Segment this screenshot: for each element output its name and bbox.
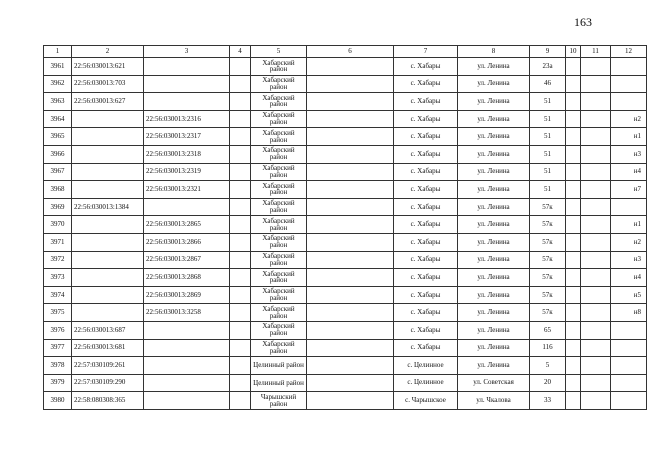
row-number: 3980 <box>44 392 72 410</box>
cadastral-number: 22:56:030013:681 <box>72 339 144 357</box>
col-6-cell <box>307 321 394 339</box>
col-10-cell <box>566 163 581 181</box>
col-6-cell <box>307 339 394 357</box>
row-number: 3964 <box>44 110 72 128</box>
street-cell: ул. Ленина <box>458 198 530 216</box>
room-cadastral-number <box>144 392 230 410</box>
room-cadastral-number: 22:56:030013:2316 <box>144 110 230 128</box>
column-number-row <box>44 46 647 58</box>
col-11-cell <box>581 269 611 287</box>
settlement-cell: с. Хабары <box>394 304 458 322</box>
col-6-cell <box>307 110 394 128</box>
street-cell: ул. Ленина <box>458 304 530 322</box>
row-number: 3973 <box>44 269 72 287</box>
col-10-cell <box>566 145 581 163</box>
column-header: 4 <box>230 46 251 58</box>
district-cell: Хабарский район <box>251 251 307 269</box>
col-4-cell <box>230 216 251 234</box>
col-6-cell <box>307 75 394 93</box>
house-number-cell: 51 <box>530 163 566 181</box>
district-cell: Хабарский район <box>251 339 307 357</box>
settlement-cell: с. Целинное <box>394 357 458 375</box>
house-number-cell: 46 <box>530 75 566 93</box>
col-4-cell <box>230 233 251 251</box>
table-row <box>44 233 647 251</box>
house-number-cell: 51 <box>530 145 566 163</box>
settlement-cell: с. Хабары <box>394 321 458 339</box>
room-number-cell <box>611 75 647 93</box>
table-row <box>44 216 647 234</box>
row-number: 3975 <box>44 304 72 322</box>
house-number-cell: 57к <box>530 251 566 269</box>
room-number-cell: н4 <box>611 163 647 181</box>
col-6-cell <box>307 93 394 111</box>
house-number-cell: 57к <box>530 216 566 234</box>
row-number: 3968 <box>44 181 72 199</box>
col-4-cell <box>230 269 251 287</box>
col-4-cell <box>230 392 251 410</box>
column-header: 8 <box>458 46 530 58</box>
room-cadastral-number <box>144 75 230 93</box>
col-4-cell <box>230 304 251 322</box>
district-cell: Чарышский район <box>251 392 307 410</box>
room-number-cell: н4 <box>611 269 647 287</box>
room-number-cell <box>611 374 647 392</box>
row-number: 3976 <box>44 321 72 339</box>
col-11-cell <box>581 286 611 304</box>
settlement-cell: с. Целинное <box>394 374 458 392</box>
street-cell: ул. Ленина <box>458 93 530 111</box>
district-cell: Хабарский район <box>251 58 307 76</box>
room-cadastral-number <box>144 357 230 375</box>
room-cadastral-number <box>144 321 230 339</box>
col-10-cell <box>566 233 581 251</box>
district-cell: Хабарский район <box>251 233 307 251</box>
col-4-cell <box>230 339 251 357</box>
col-11-cell <box>581 163 611 181</box>
district-cell: Хабарский район <box>251 181 307 199</box>
room-number-cell: н5 <box>611 286 647 304</box>
col-4-cell <box>230 58 251 76</box>
settlement-cell: с. Хабары <box>394 58 458 76</box>
column-header: 5 <box>251 46 307 58</box>
col-6-cell <box>307 304 394 322</box>
house-number-cell: 51 <box>530 93 566 111</box>
cadastral-number: 22:56:030013:627 <box>72 93 144 111</box>
col-6-cell <box>307 58 394 76</box>
col-11-cell <box>581 216 611 234</box>
column-header: 11 <box>581 46 611 58</box>
col-6-cell <box>307 128 394 146</box>
house-number-cell: 33 <box>530 392 566 410</box>
table-row <box>44 304 647 322</box>
settlement-cell: с. Хабары <box>394 251 458 269</box>
room-number-cell: н2 <box>611 233 647 251</box>
column-header: 3 <box>144 46 230 58</box>
cadastral-number <box>72 216 144 234</box>
house-number-cell: 57к <box>530 233 566 251</box>
col-10-cell <box>566 181 581 199</box>
column-header: 6 <box>307 46 394 58</box>
room-cadastral-number <box>144 198 230 216</box>
column-header: 9 <box>530 46 566 58</box>
cadastral-number <box>72 181 144 199</box>
row-number: 3963 <box>44 93 72 111</box>
district-cell: Хабарский район <box>251 198 307 216</box>
col-11-cell <box>581 339 611 357</box>
table-row <box>44 75 647 93</box>
table-row <box>44 58 647 76</box>
col-10-cell <box>566 75 581 93</box>
street-cell: ул. Ленина <box>458 321 530 339</box>
settlement-cell: с. Хабары <box>394 181 458 199</box>
district-cell: Хабарский район <box>251 128 307 146</box>
room-cadastral-number: 22:56:030013:2865 <box>144 216 230 234</box>
col-10-cell <box>566 392 581 410</box>
registry-table <box>43 45 647 410</box>
col-11-cell <box>581 233 611 251</box>
settlement-cell: с. Хабары <box>394 233 458 251</box>
col-4-cell <box>230 128 251 146</box>
col-10-cell <box>566 286 581 304</box>
col-6-cell <box>307 357 394 375</box>
table-row <box>44 181 647 199</box>
cadastral-number <box>72 233 144 251</box>
room-number-cell: н7 <box>611 181 647 199</box>
table-row <box>44 128 647 146</box>
street-cell: ул. Ленина <box>458 339 530 357</box>
table-row <box>44 357 647 375</box>
col-6-cell <box>307 145 394 163</box>
room-cadastral-number <box>144 339 230 357</box>
table-row <box>44 93 647 111</box>
house-number-cell: 57к <box>530 286 566 304</box>
street-cell: ул. Ленина <box>458 251 530 269</box>
col-11-cell <box>581 128 611 146</box>
col-4-cell <box>230 181 251 199</box>
col-6-cell <box>307 392 394 410</box>
house-number-cell: 65 <box>530 321 566 339</box>
district-cell: Хабарский район <box>251 321 307 339</box>
col-6-cell <box>307 181 394 199</box>
row-number: 3972 <box>44 251 72 269</box>
table-row <box>44 286 647 304</box>
house-number-cell: 5 <box>530 357 566 375</box>
street-cell: ул. Ленина <box>458 145 530 163</box>
table-body <box>44 46 647 410</box>
row-number: 3961 <box>44 58 72 76</box>
page-number: 163 <box>574 15 592 29</box>
room-number-cell: н2 <box>611 110 647 128</box>
settlement-cell: с. Хабары <box>394 198 458 216</box>
room-number-cell: н1 <box>611 128 647 146</box>
district-cell: Хабарский район <box>251 216 307 234</box>
room-cadastral-number <box>144 374 230 392</box>
row-number: 3969 <box>44 198 72 216</box>
col-6-cell <box>307 251 394 269</box>
room-cadastral-number: 22:56:030013:2868 <box>144 269 230 287</box>
street-cell: ул. Ленина <box>458 58 530 76</box>
room-cadastral-number: 22:56:030013:3258 <box>144 304 230 322</box>
room-number-cell <box>611 93 647 111</box>
col-10-cell <box>566 339 581 357</box>
col-11-cell <box>581 110 611 128</box>
district-cell: Хабарский район <box>251 145 307 163</box>
street-cell: ул. Ленина <box>458 75 530 93</box>
col-11-cell <box>581 75 611 93</box>
cadastral-number: 22:56:030013:687 <box>72 321 144 339</box>
row-number: 3967 <box>44 163 72 181</box>
street-cell: ул. Ленина <box>458 233 530 251</box>
table-row <box>44 321 647 339</box>
col-6-cell <box>307 374 394 392</box>
column-header: 12 <box>611 46 647 58</box>
col-4-cell <box>230 145 251 163</box>
settlement-cell: с. Хабары <box>394 163 458 181</box>
settlement-cell: с. Чарышское <box>394 392 458 410</box>
col-10-cell <box>566 93 581 111</box>
col-6-cell <box>307 286 394 304</box>
row-number: 3974 <box>44 286 72 304</box>
cadastral-number <box>72 286 144 304</box>
col-4-cell <box>230 374 251 392</box>
house-number-cell: 57к <box>530 198 566 216</box>
room-cadastral-number: 22:56:030013:2319 <box>144 163 230 181</box>
col-10-cell <box>566 321 581 339</box>
row-number: 3977 <box>44 339 72 357</box>
cadastral-number: 22:56:030013:621 <box>72 58 144 76</box>
room-cadastral-number <box>144 58 230 76</box>
row-number: 3978 <box>44 357 72 375</box>
house-number-cell: 51 <box>530 128 566 146</box>
settlement-cell: с. Хабары <box>394 128 458 146</box>
house-number-cell: 57к <box>530 304 566 322</box>
col-4-cell <box>230 251 251 269</box>
col-11-cell <box>581 374 611 392</box>
col-4-cell <box>230 75 251 93</box>
district-cell: Хабарский район <box>251 163 307 181</box>
col-6-cell <box>307 198 394 216</box>
col-4-cell <box>230 110 251 128</box>
district-cell: Целинный район <box>251 357 307 375</box>
district-cell: Хабарский район <box>251 269 307 287</box>
settlement-cell: с. Хабары <box>394 110 458 128</box>
column-header: 10 <box>566 46 581 58</box>
cadastral-number: 22:57:030109:290 <box>72 374 144 392</box>
col-10-cell <box>566 374 581 392</box>
cadastral-number: 22:58:080308:365 <box>72 392 144 410</box>
cadastral-number <box>72 110 144 128</box>
room-number-cell: н1 <box>611 216 647 234</box>
table-row <box>44 110 647 128</box>
col-10-cell <box>566 128 581 146</box>
settlement-cell: с. Хабары <box>394 339 458 357</box>
table-row <box>44 374 647 392</box>
col-6-cell <box>307 269 394 287</box>
street-cell: ул. Ленина <box>458 216 530 234</box>
street-cell: ул. Ленина <box>458 163 530 181</box>
house-number-cell: 57к <box>530 269 566 287</box>
district-cell: Целинный район <box>251 374 307 392</box>
col-11-cell <box>581 145 611 163</box>
street-cell: ул. Ленина <box>458 357 530 375</box>
col-11-cell <box>581 304 611 322</box>
house-number-cell: 51 <box>530 181 566 199</box>
cadastral-number: 22:57:030109:261 <box>72 357 144 375</box>
column-header: 1 <box>44 46 72 58</box>
street-cell: ул. Ленина <box>458 181 530 199</box>
col-4-cell <box>230 357 251 375</box>
cadastral-number <box>72 128 144 146</box>
col-10-cell <box>566 216 581 234</box>
col-10-cell <box>566 198 581 216</box>
room-number-cell: н3 <box>611 251 647 269</box>
table-row <box>44 392 647 410</box>
col-11-cell <box>581 93 611 111</box>
district-cell: Хабарский район <box>251 286 307 304</box>
col-11-cell <box>581 357 611 375</box>
street-cell: ул. Чкалова <box>458 392 530 410</box>
district-cell: Хабарский район <box>251 93 307 111</box>
row-number: 3966 <box>44 145 72 163</box>
room-cadastral-number: 22:56:030013:2321 <box>144 181 230 199</box>
street-cell: ул. Ленина <box>458 286 530 304</box>
table-row <box>44 198 647 216</box>
room-cadastral-number: 22:56:030013:2866 <box>144 233 230 251</box>
cadastral-number: 22:56:030013:703 <box>72 75 144 93</box>
col-10-cell <box>566 357 581 375</box>
house-number-cell: 20 <box>530 374 566 392</box>
col-6-cell <box>307 163 394 181</box>
col-11-cell <box>581 198 611 216</box>
settlement-cell: с. Хабары <box>394 216 458 234</box>
cadastral-number <box>72 304 144 322</box>
room-number-cell <box>611 392 647 410</box>
street-cell: ул. Советская <box>458 374 530 392</box>
house-number-cell: 116 <box>530 339 566 357</box>
cadastral-number <box>72 269 144 287</box>
table-row <box>44 251 647 269</box>
room-cadastral-number: 22:56:030013:2869 <box>144 286 230 304</box>
cadastral-number <box>72 163 144 181</box>
room-cadastral-number <box>144 93 230 111</box>
room-number-cell <box>611 357 647 375</box>
cadastral-number <box>72 251 144 269</box>
col-10-cell <box>566 304 581 322</box>
column-header: 7 <box>394 46 458 58</box>
street-cell: ул. Ленина <box>458 110 530 128</box>
settlement-cell: с. Хабары <box>394 93 458 111</box>
settlement-cell: с. Хабары <box>394 286 458 304</box>
col-11-cell <box>581 251 611 269</box>
house-number-cell: 23а <box>530 58 566 76</box>
district-cell: Хабарский район <box>251 110 307 128</box>
row-number: 3965 <box>44 128 72 146</box>
table-row <box>44 339 647 357</box>
table-row <box>44 145 647 163</box>
room-number-cell <box>611 58 647 76</box>
room-number-cell <box>611 321 647 339</box>
cadastral-number <box>72 145 144 163</box>
column-header: 2 <box>72 46 144 58</box>
col-4-cell <box>230 321 251 339</box>
row-number: 3979 <box>44 374 72 392</box>
table-row <box>44 269 647 287</box>
col-6-cell <box>307 233 394 251</box>
col-10-cell <box>566 110 581 128</box>
room-cadastral-number: 22:56:030013:2867 <box>144 251 230 269</box>
col-4-cell <box>230 286 251 304</box>
street-cell: ул. Ленина <box>458 128 530 146</box>
street-cell: ул. Ленина <box>458 269 530 287</box>
row-number: 3971 <box>44 233 72 251</box>
room-number-cell: н8 <box>611 304 647 322</box>
col-4-cell <box>230 163 251 181</box>
row-number: 3970 <box>44 216 72 234</box>
row-number: 3962 <box>44 75 72 93</box>
col-6-cell <box>307 216 394 234</box>
col-11-cell <box>581 392 611 410</box>
col-10-cell <box>566 269 581 287</box>
col-11-cell <box>581 321 611 339</box>
room-cadastral-number: 22:56:030013:2317 <box>144 128 230 146</box>
house-number-cell: 51 <box>530 110 566 128</box>
cadastral-number: 22:56:030013:1384 <box>72 198 144 216</box>
col-11-cell <box>581 58 611 76</box>
col-10-cell <box>566 58 581 76</box>
room-number-cell: н3 <box>611 145 647 163</box>
district-cell: Хабарский район <box>251 304 307 322</box>
col-11-cell <box>581 181 611 199</box>
district-cell: Хабарский район <box>251 75 307 93</box>
settlement-cell: с. Хабары <box>394 145 458 163</box>
table-row <box>44 163 647 181</box>
room-number-cell <box>611 198 647 216</box>
col-10-cell <box>566 251 581 269</box>
settlement-cell: с. Хабары <box>394 75 458 93</box>
settlement-cell: с. Хабары <box>394 269 458 287</box>
room-number-cell <box>611 339 647 357</box>
room-cadastral-number: 22:56:030013:2318 <box>144 145 230 163</box>
col-4-cell <box>230 198 251 216</box>
col-4-cell <box>230 93 251 111</box>
